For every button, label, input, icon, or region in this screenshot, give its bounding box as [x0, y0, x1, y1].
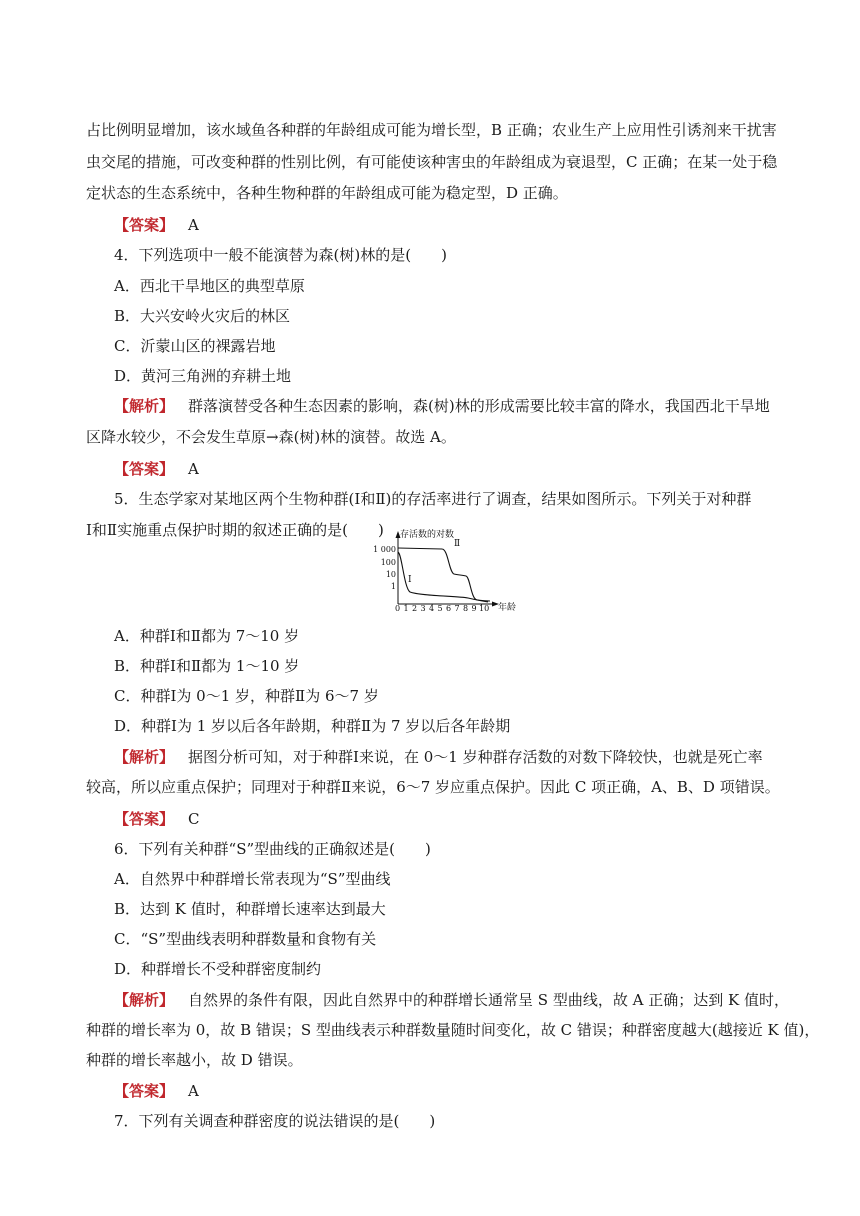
answer-tag: 【答案】	[114, 460, 175, 478]
paragraph-line: 占比例明显增加，该水域鱼各种群的年龄组成可能为增长型，B 正确；农业生产上应用性引诱剂来干扰害	[86, 121, 777, 139]
q6-analysis	[114, 990, 789, 1010]
q5-analysis-cont: 较高，所以应重点保护；同理对于种群Ⅱ来说，6～7 岁应重点保护。因此 C 项正确，A、B、D 项错误。	[86, 778, 780, 796]
x-tick-label: 0	[395, 604, 401, 613]
answer-tag: 【答案】	[114, 216, 175, 234]
q6-answer	[114, 1081, 780, 1101]
q5-stem: 5．生态学家对某地区两个生物种群(Ⅰ和Ⅱ)的存活率进行了调查，结果如图所示。下列关于对种群	[114, 490, 752, 508]
q4-analysis	[114, 396, 780, 416]
q5-answer	[114, 809, 780, 829]
q4-stem: 4．下列选项中一般不能演替为森(树)林的是( )	[114, 246, 447, 264]
q4-option-a: A．西北干旱地区的典型草原	[114, 277, 305, 295]
answer-tag: 【答案】	[114, 810, 175, 828]
x-tick-label: 6	[446, 604, 452, 613]
q5-option-a: A．种群Ⅰ和Ⅱ都为 7～10 岁	[114, 627, 300, 645]
survival-curve-figure	[358, 528, 517, 613]
curve-population-I	[398, 552, 490, 601]
x-tick-label: 5	[437, 604, 443, 613]
q5-stem-cont: Ⅰ和Ⅱ实施重点保护时期的叙述正确的是( )	[86, 521, 384, 539]
x-tick-label: 8	[463, 604, 469, 613]
q4-analysis-cont: 区降水较少，不会发生草原→森(树)林的演替。故选 A。	[86, 428, 456, 446]
q5-analysis	[114, 747, 780, 767]
q4-option-c: C．沂蒙山区的裸露岩地	[114, 337, 276, 355]
q3-answer	[114, 215, 780, 235]
paragraph-line: 虫交尾的措施，可改变种群的性别比例，有可能使该种害虫的年龄组成为衰退型，C 正确；在某一处于稳	[86, 153, 778, 171]
answer-tag: 【答案】	[114, 1082, 175, 1100]
curve-label-II: Ⅱ	[454, 539, 461, 549]
q6-option-a: A．自然界中种群增长常表现为“S”型曲线	[114, 870, 391, 888]
y-tick-label: 100	[380, 558, 396, 567]
curve-label-I: Ⅰ	[408, 575, 412, 585]
x-tick-label: 2	[412, 604, 418, 613]
q6-stem: 6．下列有关种群“S”型曲线的正确叙述是( )	[114, 840, 431, 858]
analysis-tag: 【解析】	[114, 991, 175, 1009]
x-tick-label: 1	[403, 604, 409, 613]
q4-option-d: D．黄河三角洲的弃耕土地	[114, 367, 292, 385]
y-axis-label: 存活数的对数	[400, 530, 455, 540]
answer-value: A	[188, 460, 199, 478]
y-tick-label: 10	[385, 570, 396, 579]
analysis-text: 自然界的条件有限，因此自然界中的种群增长通常呈 S 型曲线，故 A 正确；达到 K 值时，	[188, 991, 789, 1009]
analysis-tag: 【解析】	[114, 397, 175, 415]
q7-stem: 7．下列有关调查种群密度的说法错误的是( )	[114, 1112, 436, 1130]
q5-option-b: B．种群Ⅰ和Ⅱ都为 1～10 岁	[114, 657, 300, 675]
answer-value: A	[188, 1082, 199, 1100]
q4-answer	[114, 459, 780, 479]
x-tick-label: 7	[454, 604, 460, 613]
analysis-tag: 【解析】	[114, 748, 175, 766]
answer-value: A	[188, 216, 199, 234]
analysis-text: 据图分析可知，对于种群Ⅰ来说，在 0～1 岁种群存活数的对数下降较快，也就是死亡率	[188, 748, 763, 766]
q5-option-c: C．种群Ⅰ为 0～1 岁，种群Ⅱ为 6～7 岁	[114, 687, 379, 705]
q6-analysis-cont: 种群的增长率越小，故 D 错误。	[86, 1051, 303, 1069]
q6-option-d: D．种群增长不受种群密度制约	[114, 960, 322, 978]
x-tick-label: 4	[429, 604, 435, 613]
q5-option-d: D．种群Ⅰ为 1 岁以后各年龄期，种群Ⅱ为 7 岁以后各年龄期	[114, 717, 511, 735]
paragraph-line: 定状态的生态系统中，各种生物种群的年龄组成可能为稳定型，D 正确。	[86, 184, 568, 202]
x-tick-label: 3	[420, 604, 426, 613]
x-axis-label: 年龄	[498, 603, 517, 613]
y-tick-label: 1	[390, 582, 396, 591]
answer-value: C	[188, 810, 200, 828]
q6-analysis-cont: 种群的增长率为 0，故 B 错误；S 型曲线表示种群数量随时间变化，故 C 错误；种群密度越大(越接近 K 值)，	[86, 1021, 820, 1039]
x-tick-label: 10	[479, 604, 490, 613]
q6-option-b: B．达到 K 值时，种群增长速率达到最大	[114, 900, 386, 918]
q4-option-b: B．大兴安岭火灾后的林区	[114, 307, 291, 325]
x-tick-label: 9	[471, 604, 477, 613]
q6-option-c: C．“S”型曲线表明种群数量和食物有关	[114, 930, 377, 948]
y-tick-label: 1 000	[373, 545, 396, 554]
analysis-text: 群落演替受各种生态因素的影响，森(树)林的形成需要比较丰富的降水，我国西北干旱地	[188, 397, 770, 415]
